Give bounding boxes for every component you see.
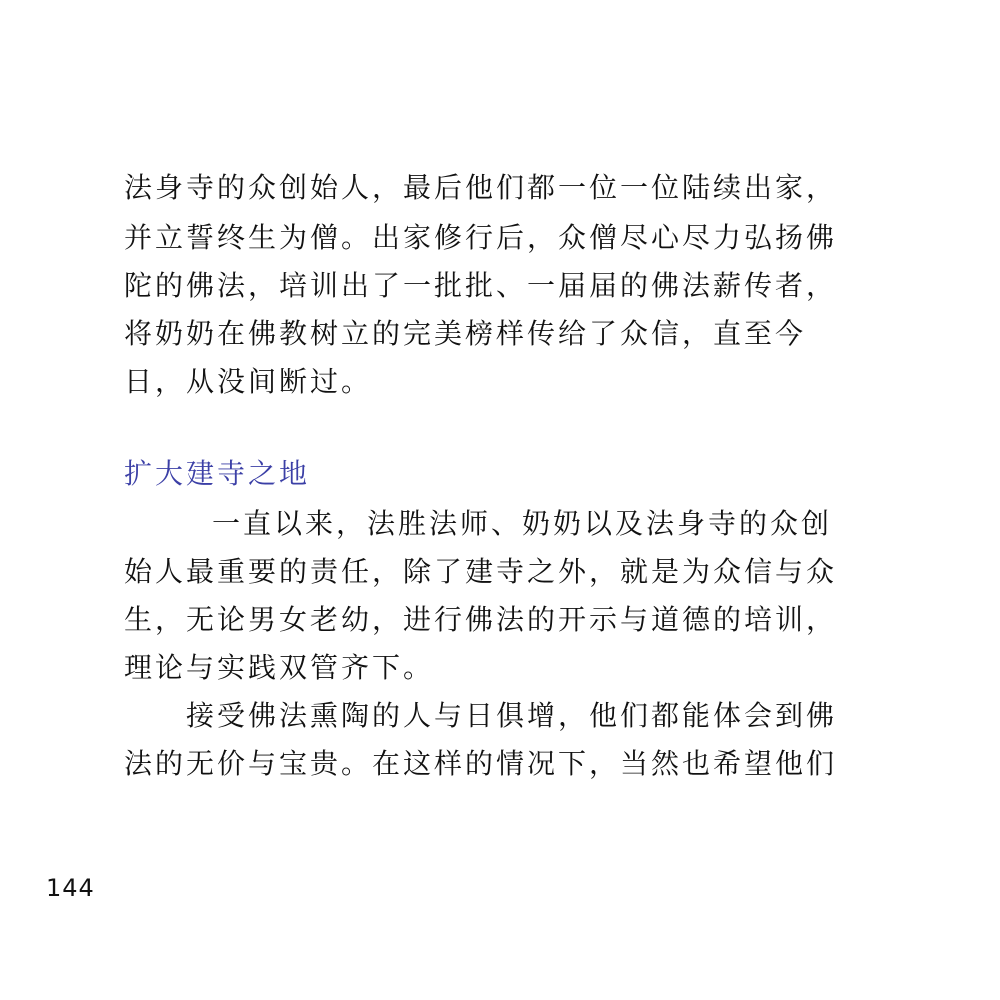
paragraph-3-line-2: 法的无价与宝贵。在这样的情况下，当然也希望他们 (124, 747, 838, 780)
paragraph-2-line-3: 生，无论男女老幼，进行佛法的开示与道德的培训， (124, 603, 838, 636)
paragraph-2-line-4: 理论与实践双管齐下。 (124, 651, 435, 684)
paragraph-1-line-1: 法身寺的众创始人，最后他们都一位一位陆续出家， (124, 171, 838, 204)
paragraph-2-line-2: 始人最重要的责任，除了建寺之外，就是为众信与众 (124, 555, 838, 588)
paragraph-1-line-3: 陀的佛法，培训出了一批批、一届届的佛法薪传者， (124, 269, 838, 302)
section-heading: 扩大建寺之地 (124, 457, 311, 490)
page-number: 144 (46, 874, 95, 902)
paragraph-2-line-1: 一直以来，法胜法师、奶奶以及法身寺的众创 (212, 507, 833, 540)
paragraph-1-line-2: 并立誓终生为僧。出家修行后，众僧尽心尽力弘扬佛 (124, 221, 838, 254)
paragraph-1-line-4: 将奶奶在佛教树立的完美榜样传给了众信，直至今 (124, 317, 807, 350)
paragraph-3-line-1: 接受佛法熏陶的人与日俱增，他们都能体会到佛 (186, 699, 838, 732)
paragraph-1-line-5: 日，从没间断过。 (124, 365, 373, 398)
